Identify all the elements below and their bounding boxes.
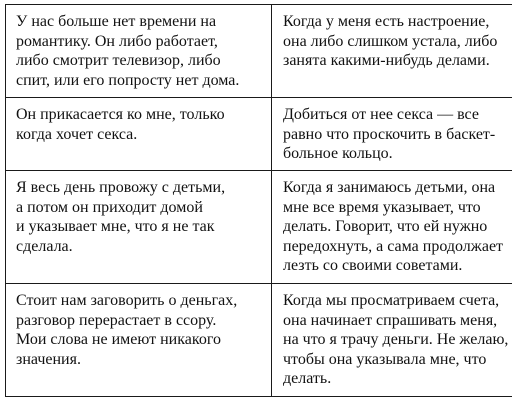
- text-line: Стоит нам заговорить о деньгах,: [16, 292, 238, 310]
- text-line: а потом он приходит домой: [16, 198, 203, 216]
- text-line: делать. Говорит, что ей нужно: [283, 218, 488, 236]
- text-line: Добиться от нее секса — все: [283, 106, 479, 124]
- text-line: романтику. Он либо работает,: [16, 32, 218, 50]
- text-line: передохнуть, а сама продолжает: [283, 237, 504, 255]
- husband-complaint-cell: [272, 5, 512, 98]
- text-line: занята какими-нибудь делами.: [283, 52, 490, 69]
- wife-complaint-cell: [6, 284, 272, 397]
- husband-complaint-cell: [272, 171, 512, 284]
- text-line: на что я трачу деньги. Не желаю,: [283, 331, 509, 349]
- text-line: разговор перерастает в ссору.: [16, 311, 217, 329]
- husband-complaint-cell: [272, 98, 512, 171]
- text-line: и указывает мне, что я не так: [16, 218, 215, 236]
- text-line: равно что проскочить в баскет-: [283, 125, 496, 143]
- text-line: лезть со своими советами.: [283, 257, 463, 275]
- table-row: [6, 171, 512, 284]
- husband-complaint-cell: [272, 284, 512, 397]
- table-row: [6, 284, 512, 397]
- text-line: больное кольцо.: [283, 145, 393, 163]
- text-line: Мои слова не имеют никакого: [16, 331, 221, 349]
- wife-complaint-cell: [6, 5, 272, 98]
- text-line: Когда у меня есть настроение,: [283, 13, 490, 30]
- text-line: Когда мы просматриваем счета,: [283, 292, 500, 310]
- text-line: У нас больше нет времени на: [16, 13, 217, 30]
- text-line: спит, или его попросту нет дома.: [16, 71, 240, 89]
- wife-complaint-cell: [6, 171, 272, 284]
- text-line: Я весь день провожу с детьми,: [16, 179, 226, 197]
- text-line: делать.: [283, 370, 332, 388]
- text-line: мне все время указывает, что: [283, 198, 481, 216]
- comparison-table: [5, 4, 512, 397]
- text-line: либо смотрит телевизор, либо: [16, 52, 221, 69]
- table-row: [6, 5, 512, 98]
- text-line: она начинает спрашивать меня,: [283, 311, 498, 329]
- text-line: Он прикасается ко мне, только: [16, 106, 225, 124]
- text-line: когда хочет секса.: [16, 125, 138, 143]
- text-line: значения.: [16, 350, 81, 368]
- table-row: [6, 98, 512, 171]
- wife-complaint-cell: [6, 98, 272, 171]
- text-line: Когда я занимаюсь детьми, она: [283, 179, 496, 197]
- text-line: сделала.: [16, 237, 73, 255]
- text-line: она либо слишком устала, либо: [283, 32, 498, 50]
- text-line: чтобы она указывала мне, что: [283, 350, 487, 368]
